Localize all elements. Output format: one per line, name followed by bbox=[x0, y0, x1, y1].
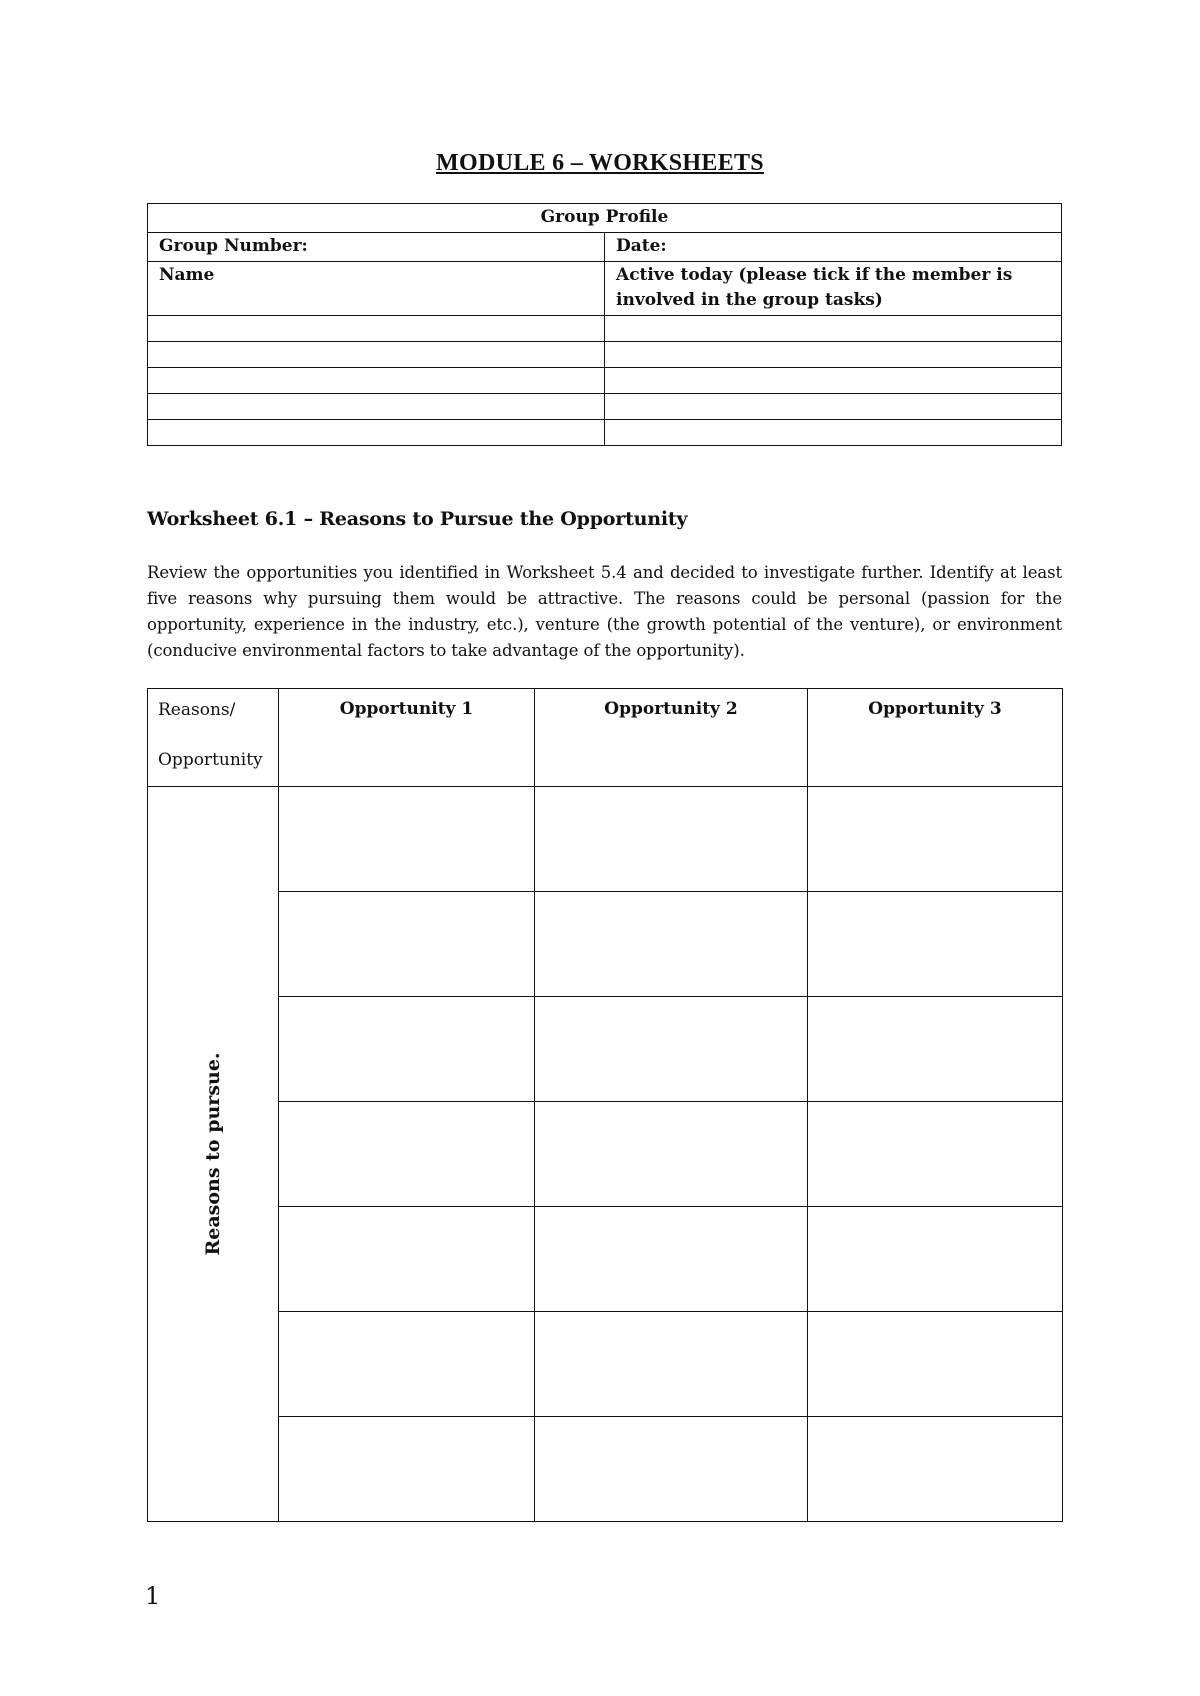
reason-cell[interactable] bbox=[808, 997, 1063, 1102]
reasons-header-row bbox=[148, 689, 1063, 787]
reason-row bbox=[148, 997, 1063, 1102]
reason-cell[interactable] bbox=[279, 997, 535, 1102]
reason-cell[interactable] bbox=[535, 1102, 808, 1207]
reason-cell[interactable] bbox=[808, 1207, 1063, 1312]
group-profile-table bbox=[147, 203, 1062, 446]
reason-cell[interactable] bbox=[535, 1417, 808, 1522]
member-name-cell[interactable] bbox=[148, 368, 605, 394]
reason-row bbox=[148, 1417, 1063, 1522]
member-active-cell[interactable] bbox=[605, 316, 1062, 342]
member-row bbox=[148, 420, 1062, 446]
member-name-cell[interactable] bbox=[148, 394, 605, 420]
member-name-cell[interactable] bbox=[148, 420, 605, 446]
member-active-cell[interactable] bbox=[605, 368, 1062, 394]
corner-label-opportunity: Opportunity bbox=[158, 750, 263, 770]
reason-row bbox=[148, 1312, 1063, 1417]
reason-cell[interactable] bbox=[808, 1312, 1063, 1417]
member-row bbox=[148, 316, 1062, 342]
member-header-row bbox=[148, 262, 1062, 316]
worksheet-heading: Worksheet 6.1 – Reasons to Pursue the Opportunity bbox=[147, 508, 688, 530]
group-profile-caption: Group Profile bbox=[148, 204, 1062, 233]
reason-cell[interactable] bbox=[279, 1102, 535, 1207]
member-active-cell[interactable] bbox=[605, 394, 1062, 420]
reason-cell[interactable] bbox=[808, 892, 1063, 997]
active-today-header: Active today (please tick if the member is involved in the group tasks) bbox=[605, 262, 1062, 316]
opportunity-1-header: Opportunity 1 bbox=[279, 689, 535, 787]
group-number-label: Group Number: bbox=[159, 236, 308, 256]
reason-cell[interactable] bbox=[279, 892, 535, 997]
member-active-cell[interactable] bbox=[605, 342, 1062, 368]
reason-row bbox=[148, 787, 1063, 892]
member-row bbox=[148, 394, 1062, 420]
reasons-side-label: Reasons to pursue. bbox=[202, 1052, 224, 1256]
member-name-cell[interactable] bbox=[148, 342, 605, 368]
reason-cell[interactable] bbox=[535, 1207, 808, 1312]
corner-cell bbox=[148, 689, 279, 787]
reason-row bbox=[148, 1102, 1063, 1207]
name-header: Name bbox=[148, 262, 605, 316]
worksheet-instructions: Review the opportunities you identified in Worksheet 5.4 and decided to investigate further. Identify at least five reasons why pursuing them would be attractive. The reasons could be personal (passion for the opportunity, experience in the industry, etc.), venture (the growth potential of the venture), or environment (conducive environmental factors to take advantage of the opportunity). bbox=[147, 563, 1062, 660]
reason-cell[interactable] bbox=[535, 997, 808, 1102]
reason-cell[interactable] bbox=[279, 1207, 535, 1312]
reason-cell[interactable] bbox=[535, 1312, 808, 1417]
group-info-row bbox=[148, 233, 1062, 262]
group-profile-caption-row bbox=[148, 204, 1062, 233]
page-number: 1 bbox=[145, 1582, 161, 1610]
page-title: MODULE 6 – WORKSHEETS bbox=[436, 150, 764, 176]
date-cell[interactable] bbox=[605, 233, 1062, 262]
member-name-cell[interactable] bbox=[148, 316, 605, 342]
date-label: Date: bbox=[616, 236, 667, 256]
member-row bbox=[148, 342, 1062, 368]
reason-cell[interactable] bbox=[808, 1102, 1063, 1207]
reason-cell[interactable] bbox=[279, 787, 535, 892]
group-number-cell[interactable] bbox=[148, 233, 605, 262]
reason-cell[interactable] bbox=[279, 1417, 535, 1522]
reason-row bbox=[148, 1207, 1063, 1312]
reasons-table bbox=[147, 688, 1063, 1522]
member-active-cell[interactable] bbox=[605, 420, 1062, 446]
reason-cell[interactable] bbox=[279, 1312, 535, 1417]
reason-cell[interactable] bbox=[808, 787, 1063, 892]
opportunity-3-header: Opportunity 3 bbox=[808, 689, 1063, 787]
member-row bbox=[148, 368, 1062, 394]
reasons-side-cell bbox=[148, 787, 279, 1522]
reason-row bbox=[148, 892, 1063, 997]
reason-cell[interactable] bbox=[535, 787, 808, 892]
reason-cell[interactable] bbox=[535, 892, 808, 997]
opportunity-2-header: Opportunity 2 bbox=[535, 689, 808, 787]
corner-label-reasons: Reasons/ bbox=[158, 700, 236, 720]
reason-cell[interactable] bbox=[808, 1417, 1063, 1522]
